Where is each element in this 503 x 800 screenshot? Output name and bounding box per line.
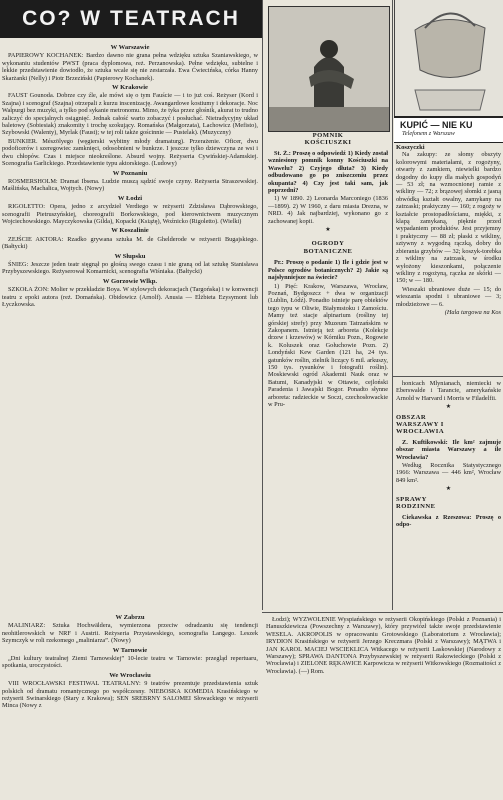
kupic-column [396, 144, 501, 374]
listing-paragraph: ROSMERSHOLM: Dramat Ibsena. Ludzie muszą sądzić swoje czyny. Reżyseria Straszewskiej. Maślińska, Machalica, Wojtych. (Nowy) [2, 177, 258, 193]
listing-paragraph: MALINIARZ: Sztuka Hochwäldera, wymierzona przeciw odradzaniu się tendencji neohitlerowskich w NRF i Austrii. Reżyseria Przystawskiego, scenografia Langego. Leszek Szymczyk w roli rzekomego „maliniarza”. (Nowy) [2, 622, 258, 645]
ogrody-heading-1: OGRODY [311, 240, 345, 248]
kupic-photo-area [394, 0, 503, 128]
listing-paragraph: RIGOLETTO: Opera, jedno z arcydzieł Verdiego w reżyserii Zdzisława Dąbrowskiego, scenografii Pietruszyńskiej, choreografii Borkowskiego, pod kierownictwem muzycznym Wojciechowskiego. Mayczykowska (Gilda), Kopacki (Książę), Woźnicko (Rigoletto). (Wielki) [2, 203, 258, 225]
kupic-subtitle: Telefonem z Warszaw [402, 130, 455, 137]
listing-paragraph: „Dni kultury teatralnej Ziemi Tarnowskiej” 10-lecie teatru w Tarnowie: przegląd repertuaru, spotkania, uroczystości. [2, 655, 258, 670]
obszar-heading-3: WROCŁAWIA [396, 428, 445, 436]
listing-paragraph: ŚNIEG: Jeszcze jeden teatr sięgnął po głośną swego czasu i nie graną od lat sztukę Stanisława Przybyszewskiego. Reżyserował Komarnicki, scenografia Wiśniaka. (Bałtycki) [2, 260, 258, 276]
city-heading: W Krakowie [112, 84, 148, 92]
city-heading: W Łodzi [117, 194, 143, 202]
bottom-divider [262, 612, 503, 613]
answer-obszar: Według Rocznika Statystycznego 1966: Warszawa — 446 km², Wrocław 849 km². [396, 462, 501, 484]
monument-silhouette-icon [269, 7, 389, 131]
listing-paragraph: BUNKIER. Mészölyego (węgierski wybitny młody dramaturg). Przerażenie. Oficer, dwu podoficerów i szeregowiec zamknięci, odosobnieni w bunkrze. I jeszcze tylko dziewczyna ze wsi i dwu chłopów. Czas i miejsce nieokreślone. Absurd wojny. Reżyseria Cywińskiej-Adamskiej. Scenografia Garlickiego. Przedstawienie typu aktorskiego. (Ludowy) [2, 137, 258, 168]
question-ogrody: Pr.: Proszę o podanie 1) Ile i gdzie jest w Polsce ogrodów botanicznych? 2) Jakie są najsłynniejsze na świecie? [268, 259, 388, 282]
theatre-listings-continuation [2, 612, 258, 798]
theatre-listings-column [2, 42, 258, 609]
koszyczki-text: Na zakupy: ze słomy obszyty kolorowymi materiałami, z rogożyny, otwarty z zamkiem, niewielki bardzo dogodny do kupy dla małych gospodyń — 53 zł; na wzmocnionej ramie z wikliny — 72; z brązowej słomki z jasną obwódką kształt owalny, zamykany na zatrzaski; praktyczny — 160; z rogoży w kształcie prostopadłościanu, miękki, z klapą zamykaną, pięknie przed wypadaniem produktów. Jest przyjemny i praktyczny — 88 zł; płaski z wikliny, sztywny z wygodną rączką, dobry do zbierania grzybów — 32; koszyk-torebka z wikliny na zatrzask, w środku wyłożony kieszonkami, połączenie wikliny z rogożyną, rączka ze skórki — 150; w — 180. [396, 151, 501, 285]
obszar-heading-2: WARSZAWY I [396, 421, 444, 429]
city-heading: We Wrocławiu [109, 671, 151, 679]
kupic-signature: (Hala targowa na Kos [444, 308, 501, 316]
wieszaki-text: Wieszaki ubraniowe duże — 15; do wieszania spodni i ubraniowe — 3; młodzieżowe — 6. [396, 285, 501, 308]
sprawy-heading-1: SPRAWY [396, 495, 427, 503]
city-heading: W Warszawie [110, 44, 150, 51]
city-heading: W Tarnowie [112, 646, 148, 654]
city-heading: W Poznaniu [112, 169, 148, 177]
koszyczki-heading: Koszyczki [396, 144, 425, 151]
ogrody-heading-2: BOTANICZNE [303, 247, 353, 255]
question-kosciuszko: St. Ż.: Proszę o odpowiedź 1) Kiedy został wzniesiony pomnik konny Kościuszki na Wawelu? 2) Czyjego dłuta? 3) Kiedy odbudowano go po zniszczeniu przez okupanta? 4) Czy jest taki sam, jak poprzedni? [268, 150, 388, 195]
listing-paragraph: VIII WROCŁAWSKI FESTIWAL TEATRALNY: 9 teatrów prezentuje przedstawienia sztuk polskich od dramatu romantycznego po współczesny. NIEBOSKA KOMEDIA Krasińskiego w reżyserii Swinarskiego (Stary z Krakowa); SEN SREBRNY SALOMEI Słowackiego w reżyserii Minca (Nowy z [2, 680, 258, 710]
photo-caption-line-2: KOŚCIUSZKI [304, 139, 352, 146]
festival-continuation [266, 616, 501, 798]
question-sprawy: Ciekawska z Rzeszowa: Proszę o odpo- [396, 513, 501, 528]
city-heading: W Koszalinie [111, 227, 149, 235]
column-divider-2 [392, 0, 393, 610]
arboreta-continuation: honicach Mlynianach, niemiecki w Eberswalde i Tarancie, amerykańskie Arnold w Harvard i Morris w Filadelfii. [396, 380, 501, 402]
answer-ogrody: 1) Pięć: Krakow, Warszawa, Wrocław, Poznań, Bydgoszcz + dwa w organizacji (Lublin, Łódź). Ponadto istnieje parę obiektów tego typu w Oliwie, Białymstoku i Zamościu. Mamy też stacje alpinarium (rośliny tej górskiej strefy) przy Muzeum Tatrzańskim w Zakopanem. Istnieją też arboreta (Kolekcje drzew i krzewów) w Kórniku Pozn., Rogowie k. Koluszek oraz Gołuchowie Pozn. 2) Londyński Kew Garden (121 ha, 24 tys. gatunków roślin, zielnik liczący 6 mil. arkuszy, 150 tys. rysunków i fotografii roślin). Moskiewski ogród Akademii Nauk oraz w Batumi, Kanadyjski w Ottawie, cejloński Paradenia i Jawajski Bogor. Ponadto słynne arboreta: radzieckie w Soczi, czechosłowackie w Pru- [268, 282, 388, 408]
column-divider [262, 0, 263, 610]
photo-caption-line-1: POMNIK [312, 132, 344, 139]
qa-column-right [396, 380, 501, 612]
answer-kosciuszko: 1) W 1890. 2) Leonarda Marconiego (1836—1899). 2) W 1960, z daru miasta Drezna, w NRD. 4) Jak najbardziej, wykonano go z zachowanej kopii. [268, 195, 388, 225]
city-heading: W Gorzowie Wlkp. [102, 277, 158, 285]
listing-paragraph: FAUST Gounoda. Dobrze czy źle, ale mówi się o tym Fauście — i to już coś. Reżyser (Kord i Szajna) i scenograf (Szajna) otrzepali z kurzu inscenizację. Awangardowe kostiumy i dekoracje. Noc Walpurgi bez muzyki, a tylko pod sykanie metronomu. Mimo, że tyka przez głośnik, akurat to trudno zaliczyć do specjalnych osiągnięć. Jednak całość warto zobaczyć i posłuchać. Nietradycyjny układ baletowy (Sobiesiak) znakomity i trochę szokujący. Romańska (Małgorzata), Lachowicz (Mefisto), Szybowski (Walenty), Myrlak (Faust); w tej roli także gościnnie — Pustelak). (Muzyczny) [2, 92, 258, 137]
city-heading: W Zabrzu [115, 614, 145, 621]
obszar-heading-1: OBSZAR [396, 413, 427, 421]
kosciuszko-monument-photo [268, 6, 390, 132]
kupic-header [394, 116, 503, 143]
page-title: CO? W TEATRACH [0, 0, 262, 38]
separator-star: ★ [325, 227, 331, 234]
listing-paragraph: SZKOŁA ŻON: Molier w przekładzie Boya. W stylowych dekoracjach (Targońska) i w konwencji teatru z epoki autora (reż. Domańska). Obidowicz (Arnolf). Anusia — Elżbieta Ezysymont lub Łyczkowska. [2, 286, 258, 308]
kupic-title: KUPIĆ — NIE KU [400, 120, 473, 130]
listing-paragraph: PAPIEROWY KOCHANEK: Bardzo dawno nie grana pełna wdzięku sztuka Szaniawskiego, w wykonaniu studentów PWST (praca dyplomowa, reż. Perzanowska). Pełne wdzięku, subtelne i lekkie przedstawienie dowiodło, że sztuka wcale się nie zestarzała. Ewa Ćwiecińska, córka Hanny Skarżanki (Nelly) i Piotr Brzeziński (Papierowy Kochanek). [2, 52, 258, 82]
separator-star-3: ★ [445, 486, 452, 493]
city-heading: W Słupsku [114, 252, 146, 260]
listing-paragraph: ZEJŚCIE AKTORA: Rzadko grywana sztuka M. de Ghelderode w reżyserii Bugajskiego. (Bałtycki) [2, 235, 258, 251]
basket-illustration-icon [395, 0, 503, 116]
qa-column-middle [268, 150, 388, 610]
sprawy-heading-2: RODZINNE [396, 503, 436, 511]
question-obszar: Z. Kuftikowski: Ile km² zajmuje obszar miasta Warszawy a ile Wrocławia? [396, 438, 501, 461]
separator-star-2: ★ [445, 404, 452, 411]
festival-continuation-text: Łodzi); WYZWOLENIE Wyspiańskiego w reżyserii Okopińskiego (Polski z Poznania) i Hanuszkiewicza (Powszechny z Warszawy), który przywiózł także swoje przedstawienie WESELA. AKROPOLIS w opracowaniu Grotowskiego (Laboratorium z Wrocławia); IRYDION Krasińskiego w reżyserii Jerzego Kreczmara (Polski z Warszawy); MĄTWA i JAN KAROL MACIEJ WSCIEKLICA Witkacego w reżyserii Laskowskiej (Narodowy z Warszawy); SPRAWA DANTONA Przybyszewskiej w reżyserii Rakowieckiego (Polski z Wrocławia) i ZIELONE RĘKAWICE Karpowicza w reżyserii Witkowskiego (Rozmaitości z Wrocławia). (—) Rom. [266, 616, 501, 675]
right-divider [392, 376, 503, 377]
